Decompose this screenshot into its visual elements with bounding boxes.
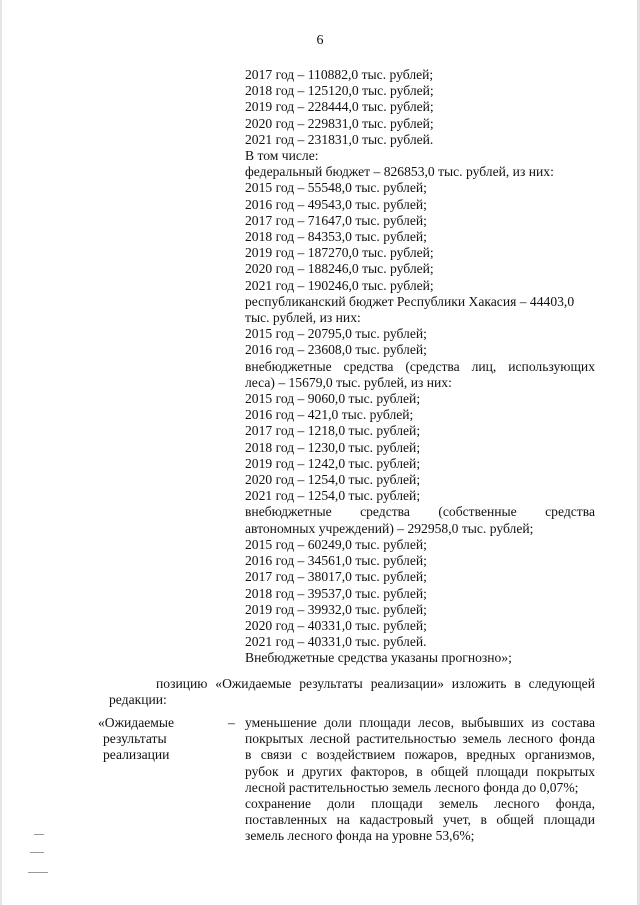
- funding-line: 2019 год – 39932,0 тыс. рублей;: [245, 601, 427, 617]
- funding-line: внебюджетные средства (собственные средства: [245, 504, 595, 520]
- funding-line: 2020 год – 1254,0 тыс. рублей;: [245, 472, 421, 488]
- funding-line: 2018 год – 1230,0 тыс. рублей;: [245, 439, 421, 455]
- funding-line: 2021 год – 40331,0 тыс. рублей.: [245, 634, 427, 650]
- funding-line: леса) – 15679,0 тыс. рублей, из них:: [245, 374, 452, 390]
- results-text-line: сохранение доли площади земель лесного фонда,: [245, 796, 595, 812]
- funding-line: автономных учреждений) – 292958,0 тыс. рублей;: [245, 520, 534, 536]
- funding-line: 2018 год – 125120,0 тыс. рублей;: [245, 83, 434, 99]
- funding-line: тыс. рублей, из них:: [245, 310, 361, 326]
- results-text-line: покрытых лесной растительностью земель лесного фонда: [245, 731, 595, 747]
- funding-line: 2017 год – 71647,0 тыс. рублей;: [245, 212, 427, 228]
- funding-line: 2020 год – 188246,0 тыс. рублей;: [245, 261, 434, 277]
- funding-line: 2019 год – 1242,0 тыс. рублей;: [245, 455, 421, 471]
- funding-line: 2015 год – 60249,0 тыс. рублей;: [245, 536, 427, 552]
- results-label-line: «Ожидаемые: [98, 715, 175, 730]
- results-text-line: земель лесного фонда на уровне 53,6%;: [245, 828, 475, 844]
- funding-line: 2017 год – 110882,0 тыс. рублей;: [245, 67, 434, 82]
- funding-line: 2021 год – 1254,0 тыс. рублей;: [245, 488, 421, 504]
- funding-line: республиканский бюджет Республики Хакасия – 44403,0: [245, 293, 575, 309]
- funding-line: 2019 год – 187270,0 тыс. рублей;: [245, 245, 434, 261]
- results-label-line: результаты: [103, 731, 167, 747]
- funding-line: 2019 год – 228444,0 тыс. рублей;: [245, 99, 434, 115]
- instruction-line-1: позицию «Ожидаемые результаты реализации» изложить в следующей: [156, 676, 595, 691]
- funding-line: 2018 год – 39537,0 тыс. рублей;: [245, 585, 427, 601]
- funding-line: внебюджетные средства (средства лиц, использующих: [245, 358, 595, 374]
- results-text-line: лесной растительностью земель лесного фонда до 0,07%;: [245, 779, 579, 795]
- scan-left-edge: [0, 0, 2, 905]
- instruction-paragraph: [109, 676, 595, 708]
- funding-line: 2016 год – 23608,0 тыс. рублей;: [245, 342, 427, 358]
- results-label: [98, 715, 208, 764]
- funding-line: 2016 год – 421,0 тыс. рублей;: [245, 407, 414, 423]
- funding-line: Внебюджетные средства указаны прогнозно»;: [245, 650, 512, 666]
- results-dash: –: [228, 715, 235, 730]
- funding-line: 2017 год – 38017,0 тыс. рублей;: [245, 569, 427, 585]
- funding-line: 2021 год – 190246,0 тыс. рублей;: [245, 277, 434, 293]
- funding-line: 2018 год – 84353,0 тыс. рублей;: [245, 229, 427, 245]
- funding-line: 2020 год – 229831,0 тыс. рублей;: [245, 115, 434, 131]
- funding-line: 2015 год – 9060,0 тыс. рублей;: [245, 391, 421, 407]
- funding-line: В том числе:: [245, 148, 319, 164]
- funding-line: 2016 год – 49543,0 тыс. рублей;: [245, 196, 427, 212]
- scan-artifact: [28, 826, 68, 886]
- results-text-line: в связи с воздействием пожаров, вредных организмов,: [245, 747, 595, 763]
- funding-line: 2017 год – 1218,0 тыс. рублей;: [245, 423, 421, 439]
- results-text: [245, 715, 595, 845]
- funding-line: 2021 год – 231831,0 тыс. рублей.: [245, 131, 434, 147]
- results-text-line: поставленных на кадастровый учет, в общей площади: [245, 812, 595, 828]
- funding-list: [245, 67, 595, 667]
- funding-line: 2016 год – 34561,0 тыс. рублей;: [245, 553, 427, 569]
- funding-line: 2015 год – 20795,0 тыс. рублей;: [245, 326, 427, 342]
- results-text-line: уменьшение доли площади лесов, выбывших из состава: [245, 715, 595, 730]
- page-number: 6: [316, 33, 324, 48]
- results-label-line: реализации: [103, 747, 170, 763]
- instruction-line-2: редакции:: [109, 692, 167, 708]
- funding-line: 2020 год – 40331,0 тыс. рублей;: [245, 617, 427, 633]
- funding-line: 2015 год – 55548,0 тыс. рублей;: [245, 180, 427, 196]
- funding-line: федеральный бюджет – 826853,0 тыс. рублей, из них:: [245, 164, 554, 180]
- results-text-line: рубок и других факторов, в общей площади покрытых: [245, 763, 595, 779]
